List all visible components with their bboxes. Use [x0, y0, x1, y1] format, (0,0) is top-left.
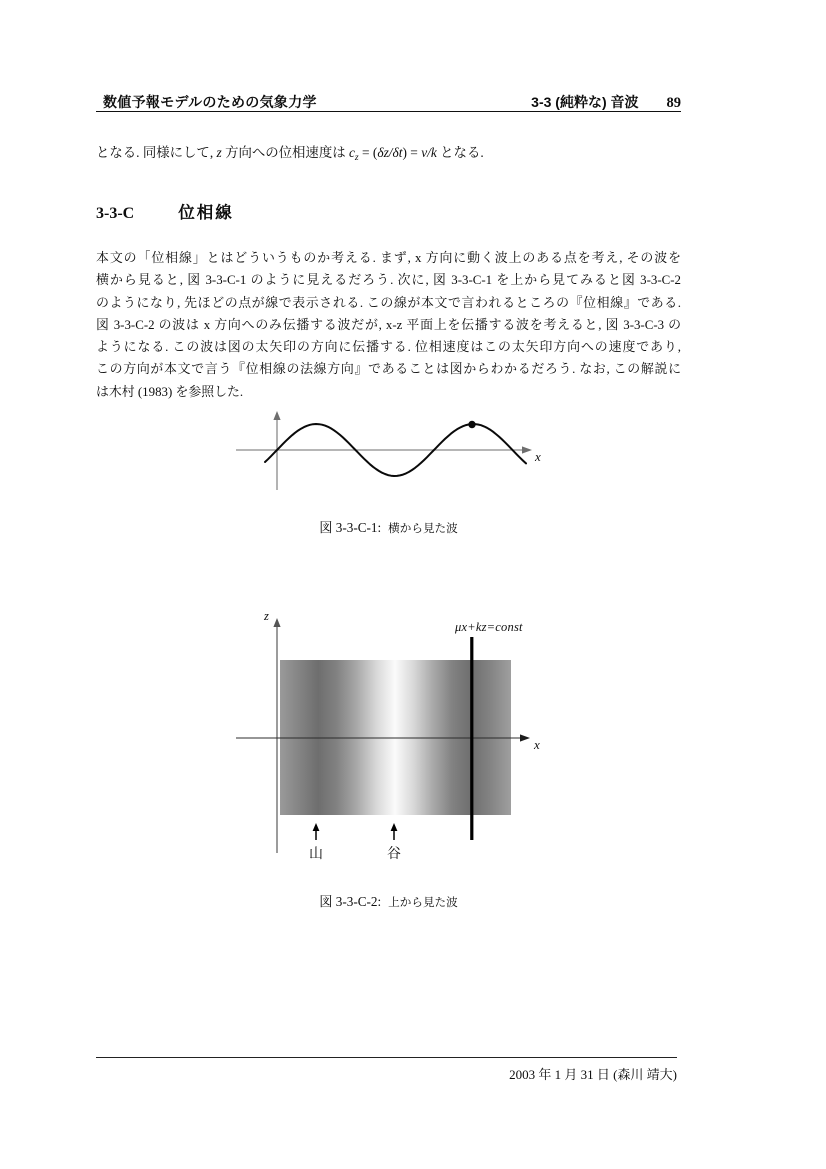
intro-segment: δz/δt	[377, 145, 403, 160]
paragraph-line: 図 3-3-C-2 の波は x 方向へのみ伝播する波だが, x-z 平面上を伝播する波を考えると, 図 3-3-C-3 の	[96, 317, 681, 332]
intro-segment: ν/k	[421, 145, 437, 160]
fig2-z-axis-arrow-icon	[273, 618, 280, 627]
header-book-title: 数値予報モデルのための気象力学	[103, 94, 317, 110]
paragraph-line: 横から見ると, 図 3-3-C-1 のように見えるだろう. 次に, 図 3-3-C-1 を上から見てみると図 3-3-C-2	[96, 273, 681, 288]
figure2-caption-label: 図 3-3-C-2:	[319, 894, 382, 909]
intro-segment: ) =	[402, 145, 422, 160]
intro-segment: 方向への位相速度は	[221, 145, 349, 160]
crest-arrow-head-icon	[313, 823, 320, 831]
intro-segment: となる.	[436, 145, 484, 160]
trough-label: 谷	[387, 845, 401, 861]
fig2-x-axis-arrow-icon	[520, 734, 530, 741]
figure2-caption-text: 上から見た波	[388, 896, 458, 909]
figure2-caption	[96, 891, 681, 910]
figure1-caption-text: 横から見た波	[388, 522, 458, 535]
paragraph-line: ようになる. この波は図の太矢印の方向に伝播する. 位相速度はこの太矢印方向への速度であり,	[96, 340, 681, 355]
header-right-group	[531, 92, 681, 112]
section-heading	[96, 199, 234, 223]
figure1-caption	[96, 517, 681, 536]
wave-point-dot	[468, 421, 475, 428]
fig2-x-axis-label: x	[534, 737, 540, 752]
paragraph-line: のようになり, 先ほどの点が線で表示される. この線が本文で言われるところの『位相線』である.	[96, 295, 681, 310]
fig2-z-axis-label: z	[264, 609, 269, 623]
trough-arrow-head-icon	[391, 823, 398, 831]
figure-side-view-wave	[220, 400, 560, 505]
header-section-title: 3-3 (純粋な) 音波	[531, 94, 639, 110]
fig1-x-axis-arrow-icon	[522, 446, 532, 453]
footer-date-author: 2003 年 1 月 31 日 (森川 靖大)	[509, 1067, 677, 1082]
crest-label: 山	[309, 845, 323, 861]
intro-line	[96, 144, 681, 167]
fig1-y-axis-arrow-icon	[273, 411, 280, 420]
figure1-caption-label: 図 3-3-C-1:	[319, 520, 382, 535]
paragraph-line: は木村 (1983) を参照した.	[96, 384, 244, 399]
header-page-number: 89	[666, 95, 681, 111]
header-rule	[96, 111, 681, 112]
paragraph	[96, 247, 681, 403]
phase-line	[470, 637, 473, 840]
phase-line-equation-label: μx+kz=const	[455, 620, 523, 634]
footer-rule	[96, 1057, 677, 1058]
intro-segment: c	[348, 145, 355, 160]
section-number: 3-3-C	[96, 205, 135, 222]
intro-segment: z	[354, 152, 359, 163]
figure-top-view-wave	[225, 600, 565, 870]
section-title: 位相線	[178, 204, 234, 222]
page-header	[96, 92, 681, 112]
fig1-x-axis-label: x	[535, 449, 541, 464]
paragraph-line: 本文の「位相線」とはどういうものか考える. まず, x 方向に動く波上のある点を考え, その波を	[96, 251, 681, 265]
intro-segment: となる. 同様にして,	[96, 145, 217, 160]
intro-segment: = (	[358, 145, 378, 160]
intro-segment: z	[216, 145, 222, 160]
paragraph-line: この方向が本文で言う『位相線の法線方向』であることは図からわかるだろう. なお, この解説に	[96, 362, 681, 377]
